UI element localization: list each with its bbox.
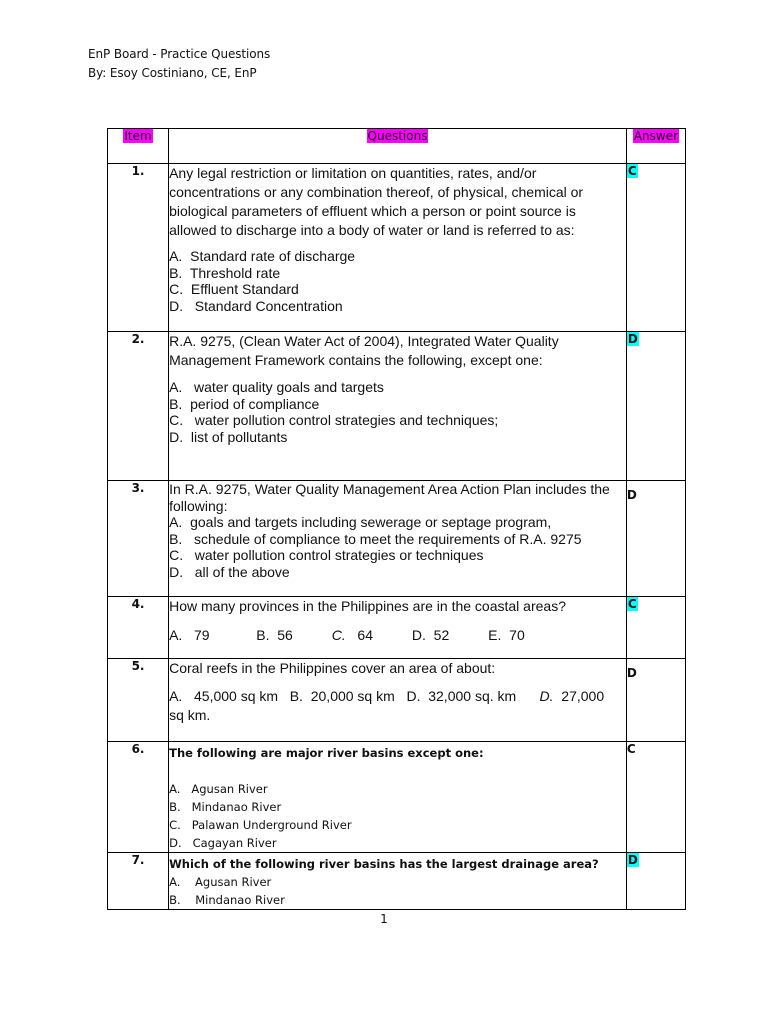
answer-key: D (627, 853, 638, 867)
question-stem: The following are major river basins except one: (169, 746, 484, 760)
table-row (108, 742, 686, 853)
table-row (108, 164, 686, 332)
option: C. water pollution control strategies and techniques; (169, 412, 499, 428)
answer-key: D (626, 488, 637, 502)
answer-key: D (627, 332, 638, 346)
item-number: 1. (108, 164, 169, 332)
option: A. goals and targets including sewerage or septage program, (169, 514, 552, 530)
option: D. Cagayan River (169, 836, 277, 850)
question-cell (169, 742, 627, 853)
option: A. 45,000 sq km (169, 688, 279, 704)
answer-column-header: Answer (626, 129, 685, 164)
option: D. Standard Concentration (169, 297, 343, 314)
question-stem: Which of the following river basins has the largest drainage area? (169, 857, 599, 871)
answer-cell (626, 597, 685, 659)
option: B. Mindanao River (169, 800, 282, 814)
question-stem: How many provinces in the Philippines are in the coastal areas? (169, 598, 566, 614)
option: B. 20,000 sq km (289, 688, 395, 704)
table-row (108, 332, 686, 481)
option: B. period of compliance (169, 395, 320, 412)
option: B. Mindanao River (169, 893, 285, 907)
option: B. 56 (256, 627, 293, 643)
option: E. 70 (488, 627, 525, 643)
item-number: 7. (108, 853, 169, 910)
option: A. Agusan River (169, 782, 268, 796)
question-cell (169, 481, 627, 597)
questions-table (107, 128, 686, 910)
question-cell (169, 332, 627, 481)
option: A. water quality goals and targets (169, 379, 384, 395)
item-number: 5. (108, 659, 169, 742)
page-number: 1 (380, 912, 388, 926)
table-row (108, 853, 686, 910)
option: C. Palawan Underground River (169, 818, 352, 832)
option: A. Agusan River (169, 875, 272, 889)
option: A. 79 (169, 627, 210, 643)
answer-cell (626, 742, 685, 853)
question-stem: R.A. 9275, (Clean Water Act of 2004), Integrated Water Quality Management Framework contains the following, except one: (169, 333, 559, 368)
table-row (108, 481, 686, 597)
question-stem: Any legal restriction or limitation on quantities, rates, and/or concentrations or any combination thereof, of physical, chemical or biological parameters of effluent which a person or point source is allowed to discharge into a body of water or land is referred to as: (169, 165, 584, 238)
item-number: 3. (108, 481, 169, 597)
table-header-row (108, 129, 686, 164)
answer-key: C (627, 597, 637, 611)
option: C. (331, 627, 346, 643)
header-author: By: Esoy Costiniano, CE, EnP (88, 66, 257, 80)
option: C. Effluent Standard (169, 281, 299, 297)
item-number: 2. (108, 332, 169, 481)
item-number: 6. (108, 742, 169, 853)
answer-cell (626, 853, 685, 910)
item-number: 4. (108, 597, 169, 659)
question-cell: Coral reefs in the Philippines cover an area of about: A. 45,000 sq km B. 20,000 sq km D. 32,000 sq. km D. 27,000 sq km. (169, 659, 627, 742)
question-stem: Coral reefs in the Philippines cover an area of about: (169, 660, 496, 676)
document-header (88, 45, 270, 83)
answer-cell (626, 481, 685, 597)
answer-cell (626, 332, 685, 481)
answer-cell (626, 659, 685, 742)
answer-key: C (627, 164, 637, 178)
option: C. water pollution control strategies or techniques (169, 547, 484, 563)
table-row (108, 659, 686, 742)
question-stem: In R.A. 9275, Water Quality Management Area Action Plan includes the following: (169, 481, 610, 514)
answer-key: D (626, 666, 637, 680)
option: D. 32,000 sq. km (406, 688, 517, 704)
option: D. all of the above (169, 563, 290, 580)
header-title: EnP Board - Practice Questions (88, 47, 271, 61)
item-column-header: Item (108, 129, 169, 164)
option: D. (539, 688, 554, 704)
option: D. 52 (411, 627, 450, 643)
answer-cell (626, 164, 685, 332)
question-cell (169, 164, 627, 332)
option: B. schedule of compliance to meet the requirements of R.A. 9275 (169, 530, 582, 547)
option: D. list of pollutants (169, 428, 288, 445)
option: B. Threshold rate (169, 264, 281, 281)
question-cell (169, 597, 627, 659)
questions-column-header: Questions (169, 129, 627, 164)
table-row (108, 597, 686, 659)
question-cell (169, 853, 627, 910)
answer-key: C (626, 742, 636, 756)
option: A. Standard rate of discharge (169, 248, 356, 264)
option: 64 (357, 627, 373, 643)
